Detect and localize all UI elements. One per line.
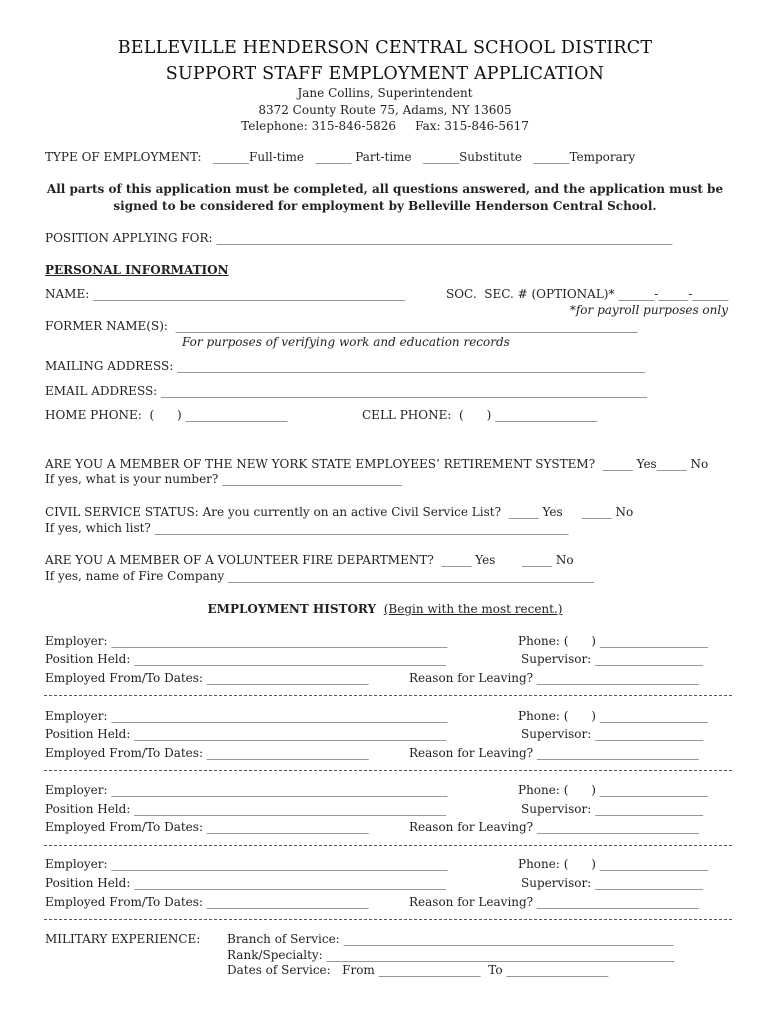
employed-dates-field[interactable]: Employed From/To Dates: ___________________________ — [45, 895, 369, 909]
home-phone-field[interactable]: HOME PHONE: ( ) _________________ — [45, 408, 288, 422]
name-field[interactable]: NAME: ____________________________________________________ — [45, 287, 406, 301]
employer-field[interactable]: Employer: ________________________________________________________ — [45, 634, 448, 648]
notice-line-1: All parts of this application must be completed, all questions answered, and the application must be — [46, 182, 724, 196]
employer-phone-field[interactable]: Phone: ( ) __________________ — [518, 783, 708, 797]
form-title: SUPPORT STAFF EMPLOYMENT APPLICATION — [165, 64, 605, 84]
supervisor-field[interactable]: Supervisor: __________________ — [521, 876, 704, 890]
dates-of-service-field[interactable]: Dates of Service: From _________________ To _________________ — [227, 963, 609, 977]
civil-service-question[interactable]: CIVIL SERVICE STATUS: Are you currently on an active Civil Service List? _____ Yes _____ No — [45, 505, 634, 519]
payroll-note: *for payroll purposes only — [569, 303, 728, 317]
reason-leaving-field[interactable]: Reason for Leaving? ___________________________ — [409, 746, 699, 760]
notice-line-2: signed to be considered for employment by Belleville Henderson Central School. — [113, 199, 657, 213]
military-label: MILITARY EXPERIENCE: — [45, 932, 201, 946]
position-held-field[interactable]: Position Held: ____________________________________________________ — [45, 802, 447, 816]
rank-specialty-field[interactable]: Rank/Specialty: __________________________________________________________ — [227, 948, 675, 962]
personal-info-heading: PERSONAL INFORMATION — [45, 263, 229, 277]
employment-history-heading-wrap — [0, 602, 770, 617]
civil-service-list-field[interactable]: If yes, which list? _____________________________________________________________________ — [45, 521, 569, 535]
divider — [44, 770, 732, 771]
mailing-address-field[interactable]: MAILING ADDRESS: ______________________________________________________________________________ — [45, 359, 646, 373]
former-names-note: For purposes of verifying work and education records — [182, 335, 510, 349]
employer-phone-field[interactable]: Phone: ( ) __________________ — [518, 709, 708, 723]
branch-of-service-field[interactable]: Branch of Service: _______________________________________________________ — [227, 932, 674, 946]
fire-dept-question[interactable]: ARE YOU A MEMBER OF A VOLUNTEER FIRE DEPARTMENT? _____ Yes _____ No — [45, 553, 574, 567]
fire-company-field[interactable]: If yes, name of Fire Company _____________________________________________________________ — [45, 569, 595, 583]
employed-dates-field[interactable]: Employed From/To Dates: ___________________________ — [45, 820, 369, 834]
employer-field[interactable]: Employer: ________________________________________________________ — [45, 783, 448, 797]
employed-dates-field[interactable]: Employed From/To Dates: ___________________________ — [45, 671, 369, 685]
ssn-field[interactable]: SOC. SEC. # (OPTIONAL)* ______-_____-______ — [446, 287, 729, 301]
superintendent: Jane Collins, Superintendent — [297, 86, 473, 100]
employed-dates-field[interactable]: Employed From/To Dates: ___________________________ — [45, 746, 369, 760]
employment-type-field[interactable]: TYPE OF EMPLOYMENT: ______Full-time ______ Part-time ______Substitute ______Temporary — [45, 150, 636, 164]
supervisor-field[interactable]: Supervisor: __________________ — [521, 802, 704, 816]
cell-phone-field[interactable]: CELL PHONE: ( ) _________________ — [362, 408, 598, 422]
reason-leaving-field[interactable]: Reason for Leaving? ___________________________ — [409, 820, 699, 834]
position-held-field[interactable]: Position Held: ____________________________________________________ — [45, 876, 447, 890]
supervisor-field[interactable]: Supervisor: __________________ — [521, 652, 704, 666]
district-contact: Telephone: 315-846-5826 Fax: 315-846-5617 — [241, 119, 529, 133]
position-held-field[interactable]: Position Held: ____________________________________________________ — [45, 727, 447, 741]
reason-leaving-field[interactable]: Reason for Leaving? ___________________________ — [409, 895, 699, 909]
employer-field[interactable]: Employer: ________________________________________________________ — [45, 857, 448, 871]
divider — [44, 919, 732, 920]
divider — [44, 845, 732, 846]
employer-field[interactable]: Employer: ________________________________________________________ — [45, 709, 448, 723]
position-applying-field[interactable]: POSITION APPLYING FOR: ____________________________________________________________________________ — [45, 231, 673, 245]
nys-retirement-question[interactable]: ARE YOU A MEMBER OF THE NEW YORK STATE EMPLOYEES’ RETIREMENT SYSTEM? _____ Yes_____ No — [45, 457, 709, 471]
district-title: BELLEVILLE HENDERSON CENTRAL SCHOOL DISTIRCT — [117, 38, 653, 58]
employer-phone-field[interactable]: Phone: ( ) __________________ — [518, 857, 708, 871]
former-names-field[interactable]: FORMER NAME(S): _____________________________________________________________________________ — [45, 319, 638, 333]
employment-history-note: (Begin with the most recent.) — [383, 602, 563, 616]
divider — [44, 695, 732, 696]
email-address-field[interactable]: EMAIL ADDRESS: _________________________________________________________________________________ — [45, 384, 648, 398]
nys-number-field[interactable]: If yes, what is your number? ______________________________ — [45, 472, 403, 486]
reason-leaving-field[interactable]: Reason for Leaving? ___________________________ — [409, 671, 699, 685]
position-held-field[interactable]: Position Held: ____________________________________________________ — [45, 652, 447, 666]
employment-history-heading: EMPLOYMENT HISTORY — [207, 602, 377, 616]
district-address: 8372 County Route 75, Adams, NY 13605 — [258, 103, 512, 117]
employer-phone-field[interactable]: Phone: ( ) __________________ — [518, 634, 708, 648]
supervisor-field[interactable]: Supervisor: __________________ — [521, 727, 704, 741]
